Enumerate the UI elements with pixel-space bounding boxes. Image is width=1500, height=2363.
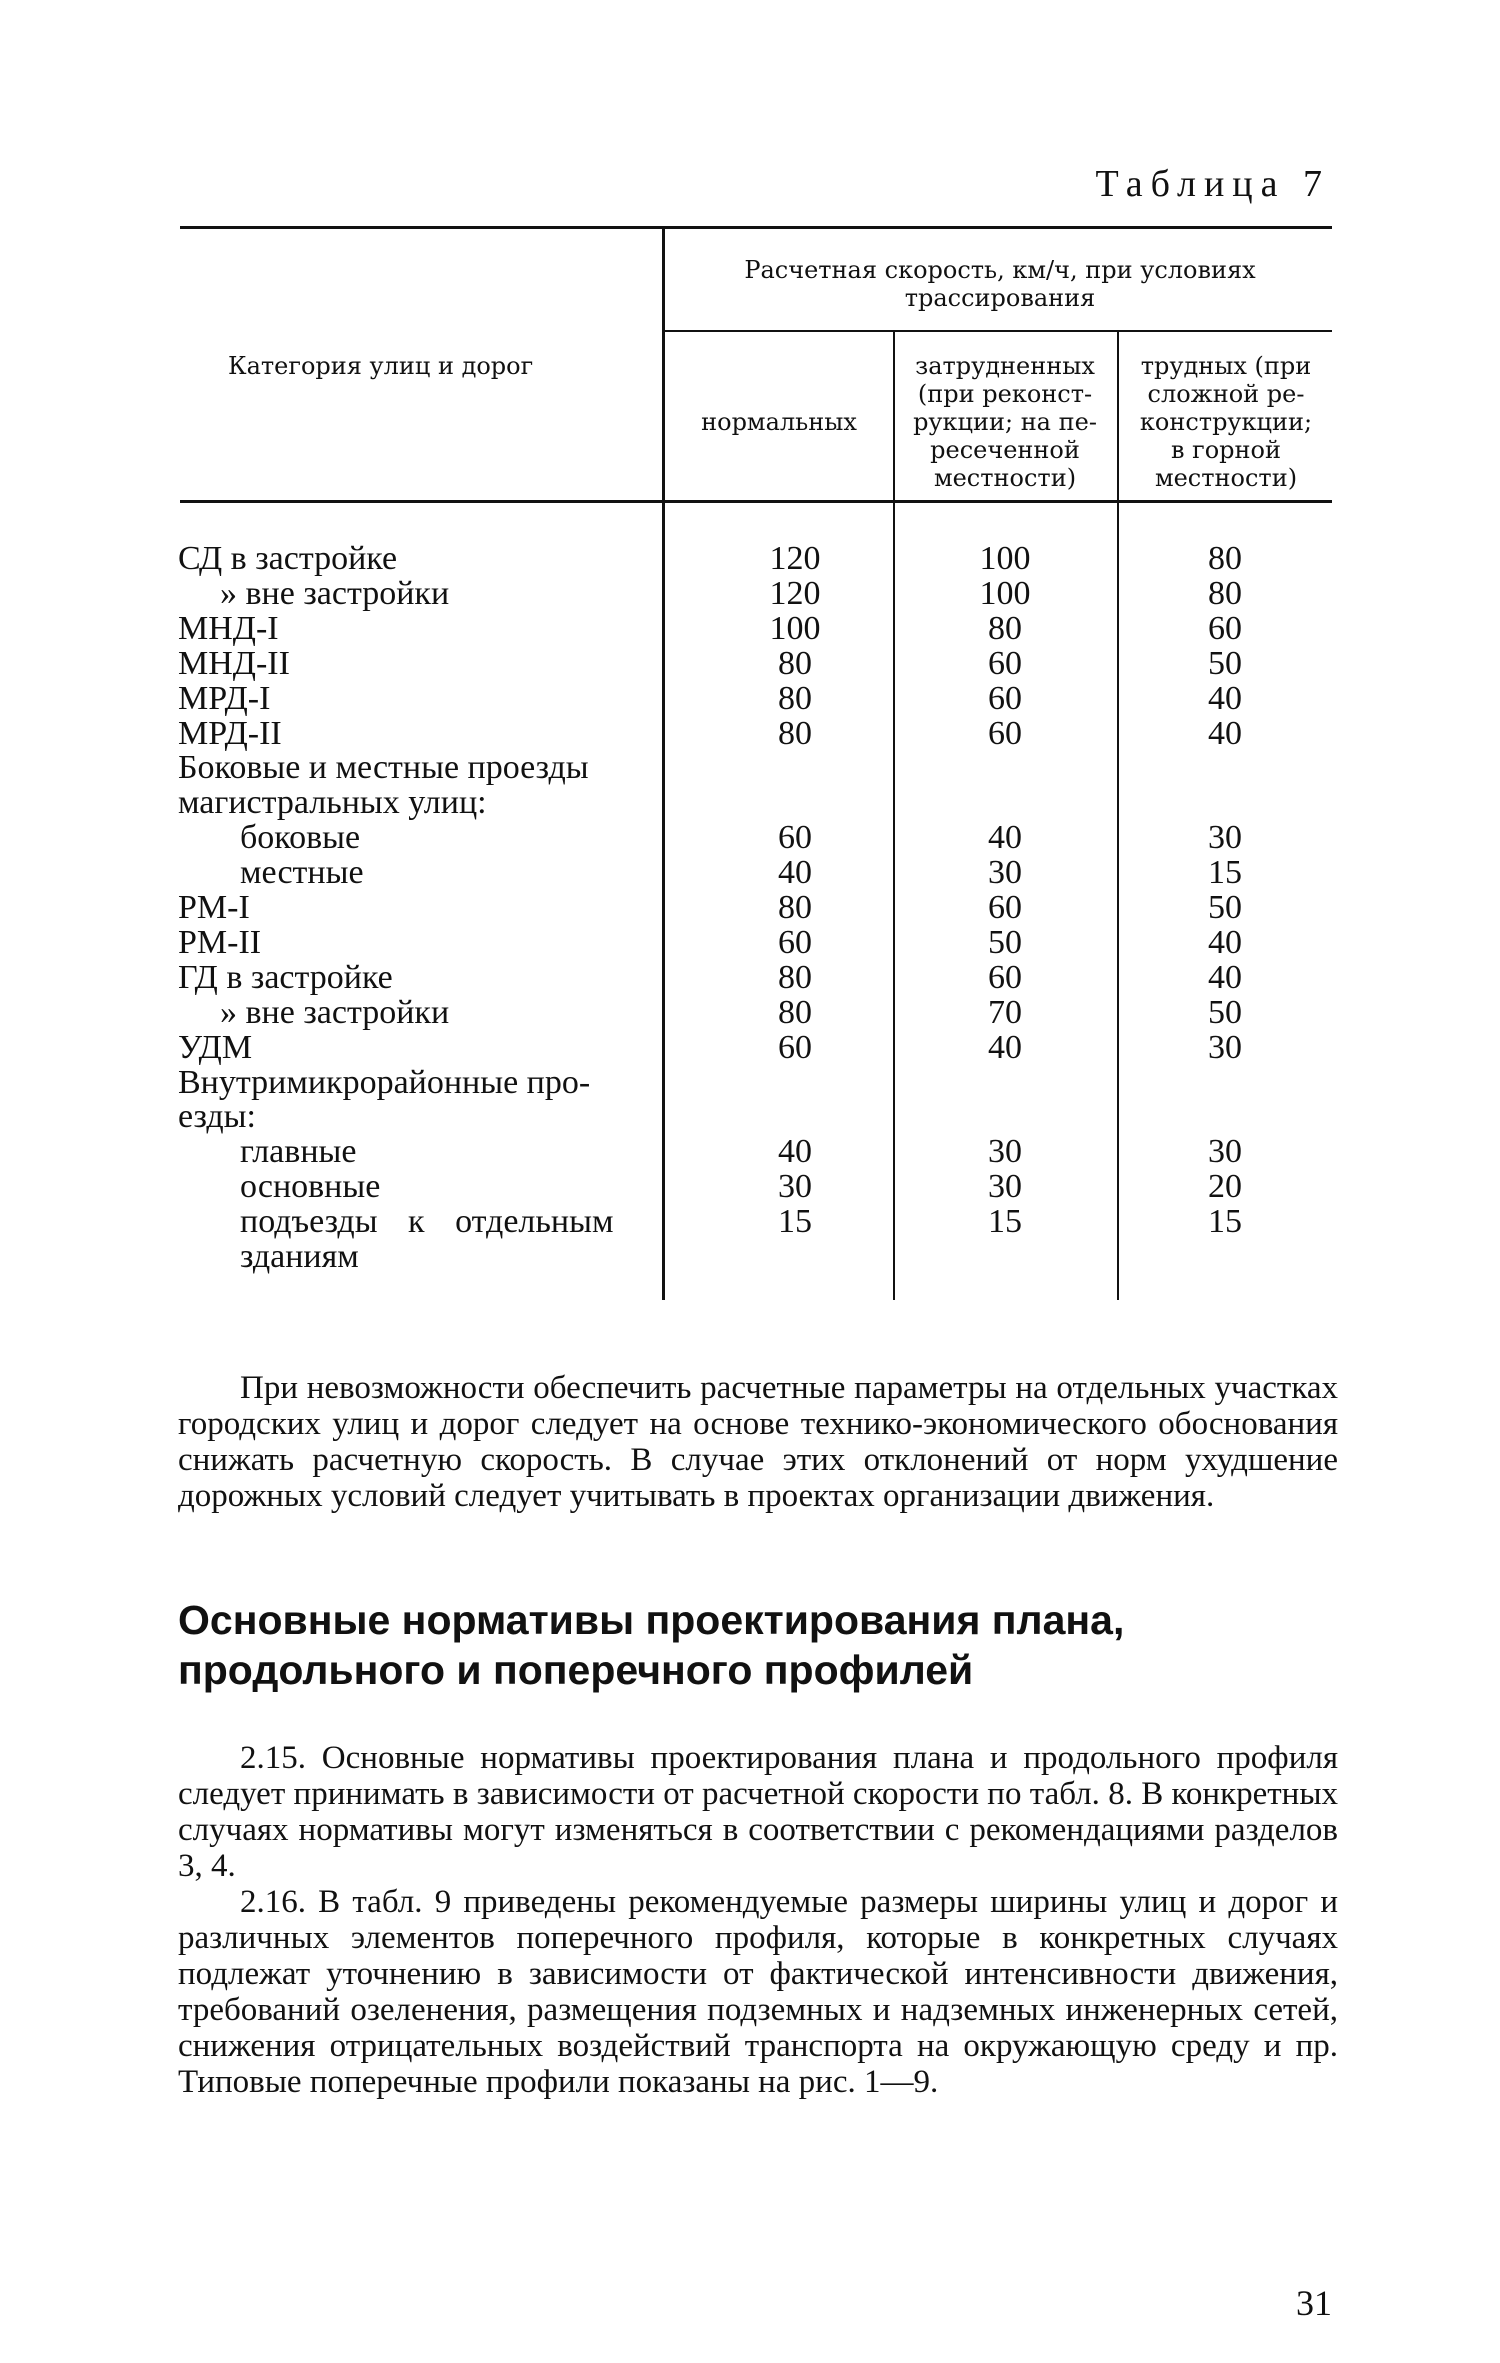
row-category: РМ-I [178, 889, 250, 926]
table-row [0, 644, 1500, 682]
row-category: подъезды к отдельным [240, 1203, 614, 1241]
table-row [0, 609, 1500, 647]
row-category: МРД-I [178, 679, 271, 717]
header-category: Категория улиц и дорог [228, 352, 534, 380]
page-number: 31 [1296, 2283, 1332, 2323]
row-normal-value: 120 [769, 540, 821, 577]
row-category: МНД-I [178, 609, 279, 647]
row-normal-value: 60 [778, 819, 812, 857]
row-category: Внутримикрорайонные про- [178, 1063, 591, 1101]
row-normal-value: 80 [778, 644, 812, 682]
header-group: Расчетная скорость, км/ч, при условиях трассирования [744, 256, 1256, 312]
table-row [0, 856, 1500, 890]
row-difficult-value: 30 [988, 1168, 1022, 1206]
header-normal: нормальных [701, 408, 857, 436]
row-hard-value: 40 [1208, 714, 1242, 752]
row-category: главные [240, 1133, 357, 1171]
row-category: » вне застройки [220, 993, 450, 1031]
paragraph-2-15: 2.15. Основные нормативы проектирования плана и продольного профиля следует принимать в зависимости от расчетной скорости по табл. 8. В конкретных случаях нормативы могут изменяться в соответствии с рекомендациями разделов 3, 4. [178, 1740, 1338, 1884]
table-row [0, 714, 1500, 752]
row-normal-value: 15 [778, 1203, 812, 1241]
row-hard-value: 50 [1208, 889, 1242, 926]
row-difficult-value: 60 [988, 714, 1022, 752]
table-row [0, 923, 1500, 961]
table-row [0, 542, 1500, 576]
row-normal-value: 120 [769, 574, 821, 612]
row-normal-value: 30 [778, 1168, 812, 1206]
row-category: местные [240, 854, 364, 892]
row-normal-value: 80 [778, 889, 812, 926]
row-difficult-value: 30 [988, 854, 1022, 892]
section-heading-line-1: Основные нормативы проектирования плана, [178, 1597, 1125, 1643]
table-row [0, 1135, 1500, 1169]
table-row [0, 786, 1500, 820]
row-difficult-value: 40 [988, 819, 1022, 857]
table-row [0, 891, 1500, 925]
row-hard-value: 30 [1208, 1028, 1242, 1066]
paragraph-2-16: 2.16. В табл. 9 приведены рекомендуемые размеры ширины улиц и дорог и различных элементов поперечного профиля, которые в конкретных случаях подлежат уточнению в зависимости от фактической интенсивности движения, требований озеленения, размещения подземных и надземных инженерных сетей, снижения отрицательных воздействий транспорта на окружающую среду и пр. Типовые поперечные профили показаны на рис. 1—9. [178, 1884, 1338, 2100]
row-difficult-value: 60 [988, 889, 1022, 926]
row-normal-value: 60 [778, 1028, 812, 1066]
row-hard-value: 50 [1208, 644, 1242, 682]
row-normal-value: 80 [778, 993, 812, 1031]
row-category: боковые [240, 819, 361, 857]
table-row [0, 1240, 1500, 1274]
row-normal-value: 80 [778, 958, 812, 996]
row-hard-value: 40 [1208, 923, 1242, 961]
row-difficult-value: 60 [988, 958, 1022, 996]
row-category: МРД-II [178, 714, 282, 752]
row-hard-value: 15 [1208, 854, 1242, 892]
row-category: ГД в застройке [178, 958, 393, 996]
section-heading-line-2: продольного и поперечного профилей [178, 1647, 974, 1693]
table-row [0, 1170, 1500, 1204]
paragraph-1: При невозможности обеспечить расчетные параметры на отдельных участках городских улиц и дорог следует на основе технико-экономического обоснования снижать расчетную скорость. В случае этих отклонений от норм ухудшение дорожных условий следует учитывать в проектах организации движения. [178, 1370, 1338, 1514]
row-normal-value: 40 [778, 1133, 812, 1171]
row-category: МНД-II [178, 644, 290, 682]
table-group-rule [665, 330, 1332, 332]
table-row [0, 1028, 1500, 1066]
table-row [0, 751, 1500, 785]
row-normal-value: 80 [778, 714, 812, 752]
table-label: Таблица 7 [1095, 163, 1330, 205]
row-hard-value: 30 [1208, 1133, 1242, 1171]
table-row [0, 993, 1500, 1031]
row-difficult-value: 60 [988, 679, 1022, 717]
header-hard: трудных (при сложной ре- конструкции; в горной местности) [1139, 352, 1313, 492]
row-category: основные [240, 1168, 381, 1206]
row-normal-value: 40 [778, 854, 812, 892]
table-row [0, 1205, 1500, 1239]
table-row [0, 958, 1500, 996]
row-normal-value: 100 [769, 609, 821, 647]
row-difficult-value: 100 [979, 540, 1031, 577]
row-category: РМ-II [178, 923, 262, 961]
row-difficult-value: 70 [988, 993, 1022, 1031]
row-difficult-value: 30 [988, 1133, 1022, 1171]
section-heading [178, 1595, 1278, 1695]
row-normal-value: 60 [778, 923, 812, 961]
table-top-rule [180, 226, 1332, 229]
row-category: зданиям [240, 1238, 359, 1275]
row-hard-value: 20 [1208, 1168, 1242, 1206]
table-header-rule [180, 500, 1332, 503]
row-difficult-value: 60 [988, 644, 1022, 682]
row-hard-value: 80 [1208, 540, 1242, 577]
row-difficult-value: 80 [988, 609, 1022, 647]
row-category: магистральных улиц: [178, 784, 487, 822]
table-row [0, 679, 1500, 717]
header-difficult: затрудненных (при реконст- рукции; на пе- ресеченной местности) [913, 352, 1097, 492]
row-difficult-value: 15 [988, 1203, 1022, 1241]
row-category: УДМ [178, 1028, 253, 1066]
row-hard-value: 50 [1208, 993, 1242, 1031]
row-hard-value: 80 [1208, 574, 1242, 612]
row-category: Боковые и местные проезды [178, 749, 589, 787]
row-difficult-value: 50 [988, 923, 1022, 961]
table-row [0, 1100, 1500, 1134]
table-row [0, 1063, 1500, 1101]
table-row [0, 821, 1500, 855]
row-hard-value: 60 [1208, 609, 1242, 647]
row-category: » вне застройки [220, 574, 450, 612]
row-difficult-value: 100 [979, 574, 1031, 612]
row-category: езды: [178, 1098, 256, 1136]
row-hard-value: 15 [1208, 1203, 1242, 1241]
row-hard-value: 40 [1208, 958, 1242, 996]
row-hard-value: 40 [1208, 679, 1242, 717]
table-row [0, 574, 1500, 612]
row-difficult-value: 40 [988, 1028, 1022, 1066]
row-category: СД в застройке [178, 540, 398, 577]
row-normal-value: 80 [778, 679, 812, 717]
row-hard-value: 30 [1208, 819, 1242, 857]
